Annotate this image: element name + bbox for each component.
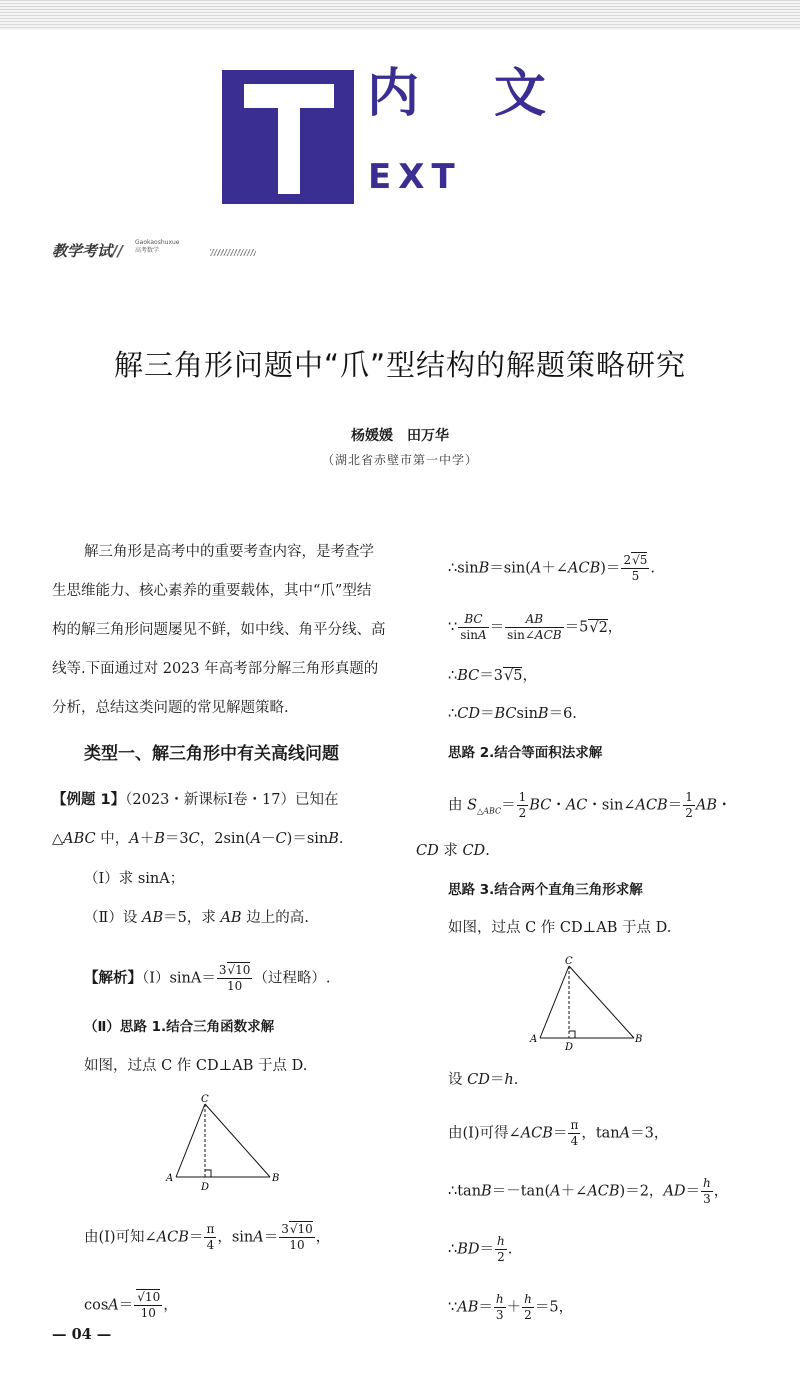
equation-tan-b: ∴tanB＝－tan(A＋∠ACB)＝2，AD＝ $\frac{h}{3}$ ， xyxy=(448,1176,729,1206)
triangle-figure-left xyxy=(160,1090,290,1195)
equation-tan-a: 由(Ⅰ)可得∠ACB＝ $\frac{\pi}{4}$ ，tanA＝3， xyxy=(448,1118,669,1148)
equation-cd: ∴CD＝BCsinB＝6. xyxy=(448,706,577,722)
question-2: （Ⅱ）设 AB＝5，求 AB 边上的高. xyxy=(84,910,309,926)
equation-set-h: 设 CD＝h. xyxy=(448,1072,519,1088)
equation-ab-sum: ∵AB＝ $\frac{h}{3}$ ＋ $\frac{h}{2}$ ＝5， xyxy=(448,1292,574,1322)
equation-sine-law: ∵ $\frac{BC}{\sin A}$ ＝ $\frac{AB}{\text{sin∠ACB}}$ ＝5√2， xyxy=(448,612,623,642)
svg-text:A: A xyxy=(166,1173,174,1184)
equation-bd: ∴BD＝ $\frac{h}{2}$ . xyxy=(448,1234,513,1264)
idea-3-heading: 思路 3.结合两个直角三角形求解 xyxy=(448,882,643,898)
journal-subbrand: Gaokaoshuxue 高考数学 xyxy=(135,239,180,254)
intro-line-2: 生思维能力、核心素养的重要载体，其中“爪”型结 xyxy=(52,583,372,599)
svg-text:B: B xyxy=(272,1173,280,1184)
triangle-figure-right xyxy=(526,953,656,1051)
article-affiliation: （湖北省赤壁市第一中学） xyxy=(321,453,478,467)
page-number: — 04 — xyxy=(52,1326,112,1343)
brand-hatch xyxy=(210,249,256,256)
example-1-condition: △ABC 中，A＋B＝3C，2sin(A－C)＝sinB. xyxy=(52,831,344,847)
article-authors: 杨媛媛 田万华 xyxy=(351,428,449,444)
equation-area-cont: CD 求 CD. xyxy=(416,843,490,859)
svg-text:B: B xyxy=(635,1034,643,1045)
intro-line-3: 构的解三角形问题屡见不鲜，如中线、角平分线、高 xyxy=(52,622,386,638)
question-1: （Ⅰ）求 sinA； xyxy=(84,871,185,887)
header-nei: 内 xyxy=(367,64,420,124)
intro-line-5: 分析，总结这类问题的常见解题策略. xyxy=(52,700,289,716)
equation-bc: ∴BC＝3√5， xyxy=(448,668,537,684)
svg-text:D: D xyxy=(565,1042,574,1051)
svg-text:A: A xyxy=(530,1034,538,1045)
header-ext: EXT xyxy=(368,157,462,197)
section-1-heading: 类型一、解三角形中有关高线问题 xyxy=(84,744,339,764)
equation-cos-a: cosA＝ $\frac{√10}{10}$ ， xyxy=(84,1290,178,1320)
article-title: 解三角形问题中“爪”型结构的解题策略研究 xyxy=(113,348,687,382)
idea-1-heading: （Ⅱ）思路 1.结合三角函数求解 xyxy=(84,1019,275,1035)
construct-line-right: 如图，过点 C 作 CD⊥AB 于点 D. xyxy=(448,920,672,936)
equation-area: 由 $S_{\triangle ABC}=$ $\frac{1}{2}$ BC・AC・sin∠ACB＝ $\frac{1}{2}$ AB・ xyxy=(448,790,732,820)
intro-line-1: 解三角形是高考中的重要考查内容，是考查学 xyxy=(84,544,374,560)
intro-line-4: 线等.下面通过对 2023 年高考部分解三角形真题的 xyxy=(52,661,379,677)
solution-part-1: 【解析】（Ⅰ）sinA＝ $\frac{3√10}{10}$ （过程略）. xyxy=(84,963,331,993)
example-1-header: 【例题 1】（2023・新课标Ⅰ卷・17）已知在 xyxy=(52,792,339,808)
svg-text:D: D xyxy=(201,1182,210,1193)
equation-angle-acb: 由(Ⅰ)可知∠ACB＝ $\frac{\pi}{4}$ ，sinA＝ $\frac{3√10}{10}$ ， xyxy=(84,1222,331,1252)
idea-2-heading: 思路 2.结合等面积法求解 xyxy=(448,745,603,761)
big-t-logo xyxy=(222,70,354,204)
svg-text:C: C xyxy=(201,1094,209,1105)
equation-sin-b: ∴sinB＝sin(A＋∠ACB)＝ $\frac{2√5}{5}$ . xyxy=(448,553,655,583)
top-band xyxy=(0,0,800,30)
header-wen: 文 xyxy=(494,64,547,124)
journal-brand: 教学考试// xyxy=(52,242,123,260)
construct-line-left: 如图，过点 C 作 CD⊥AB 于点 D. xyxy=(84,1058,308,1074)
svg-text:C: C xyxy=(565,956,573,967)
